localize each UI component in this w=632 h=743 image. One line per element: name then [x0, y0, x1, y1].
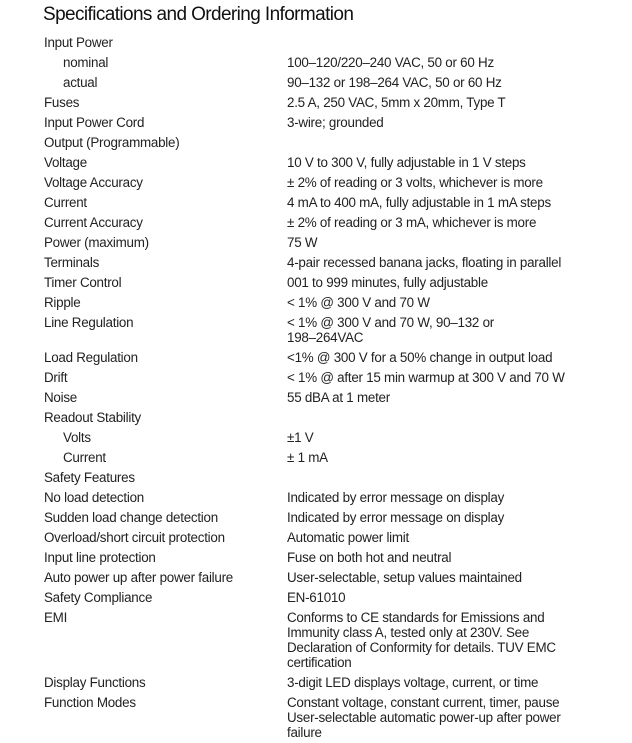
spec-row	[44, 588, 624, 608]
spec-row	[44, 173, 624, 193]
spec-label: EMI	[44, 610, 68, 625]
spec-row	[44, 253, 624, 273]
spec-row	[44, 528, 624, 548]
spec-value	[287, 135, 587, 150]
spec-label: Auto power up after power failure	[44, 570, 234, 585]
spec-label: Timer Control	[44, 275, 122, 290]
spec-label: Ripple	[44, 295, 81, 310]
spec-value: < 1% @ after 15 min warmup at 300 V and 70 W	[287, 370, 565, 385]
spec-label: No load detection	[44, 490, 144, 505]
spec-value: 100–120/220–240 VAC, 50 or 60 Hz	[287, 55, 494, 70]
spec-value: 4-pair recessed banana jacks, floating in parallel	[287, 255, 562, 270]
spec-value: ± 2% of reading or 3 volts, whichever is more	[287, 175, 543, 190]
spec-row	[44, 693, 624, 743]
spec-row	[44, 468, 624, 488]
spec-value: < 1% @ 300 V and 70 W, 90–132 or 198–264VAC	[287, 315, 494, 345]
spec-label: Sudden load change detection	[44, 510, 218, 525]
spec-value: 4 mA to 400 mA, fully adjustable in 1 mA steps	[287, 195, 551, 210]
spec-value	[287, 470, 587, 485]
spec-value: 75 W	[287, 235, 318, 250]
spec-label: Voltage Accuracy	[44, 175, 143, 190]
spec-value: 3-wire; grounded	[287, 115, 384, 130]
spec-label: Current	[44, 195, 87, 210]
spec-value: 3-digit LED displays voltage, current, or time	[287, 675, 539, 690]
spec-row	[44, 313, 624, 348]
spec-row	[44, 548, 624, 568]
spec-row	[44, 408, 624, 428]
spec-sublabel: nominal	[63, 55, 109, 70]
spec-label: Output (Programmable)	[44, 135, 180, 150]
spec-label: Safety Features	[44, 470, 135, 485]
spec-value: Indicated by error message on display	[287, 510, 505, 525]
spec-sublabel: Current	[63, 450, 106, 465]
spec-label: Voltage	[44, 155, 87, 170]
spec-label: Line Regulation	[44, 315, 134, 330]
spec-value: <1% @ 300 V for a 50% change in output load	[287, 350, 553, 365]
spec-label: Drift	[44, 370, 68, 385]
spec-row	[44, 73, 624, 93]
spec-label: Input line protection	[44, 550, 156, 565]
spec-label: Terminals	[44, 255, 100, 270]
spec-value: EN-61010	[287, 590, 346, 605]
spec-row	[44, 193, 624, 213]
page-title: Specifications and Ordering Information	[43, 4, 354, 25]
spec-label: Readout Stability	[44, 410, 141, 425]
spec-value: Indicated by error message on display	[287, 490, 505, 505]
spec-row	[44, 348, 624, 368]
spec-table	[44, 33, 624, 743]
spec-row	[44, 293, 624, 313]
spec-row	[44, 568, 624, 588]
spec-row	[44, 488, 624, 508]
spec-value: Automatic power limit	[287, 530, 410, 545]
spec-value: ± 2% of reading or 3 mA, whichever is more	[287, 215, 537, 230]
spec-label: Display Functions	[44, 675, 146, 690]
spec-sublabel: Volts	[63, 430, 91, 445]
spec-row	[44, 53, 624, 73]
spec-label: Fuses	[44, 95, 80, 110]
spec-label: Current Accuracy	[44, 215, 143, 230]
spec-sublabel: actual	[63, 75, 98, 90]
spec-value: 55 dBA at 1 meter	[287, 390, 390, 405]
spec-row	[44, 113, 624, 133]
spec-label: Overload/short circuit protection	[44, 530, 225, 545]
spec-value: 10 V to 300 V, fully adjustable in 1 V steps	[287, 155, 526, 170]
spec-value: 2.5 A, 250 VAC, 5mm x 20mm, Type T	[287, 95, 506, 110]
spec-row	[44, 508, 624, 528]
spec-value: Fuse on both hot and neutral	[287, 550, 452, 565]
spec-row	[44, 133, 624, 153]
spec-value: ± 1 mA	[287, 450, 328, 465]
spec-value: 90–132 or 198–264 VAC, 50 or 60 Hz	[287, 75, 502, 90]
spec-row	[44, 153, 624, 173]
spec-label: Safety Compliance	[44, 590, 153, 605]
spec-label: Function Modes	[44, 695, 136, 710]
spec-row	[44, 33, 624, 53]
spec-row	[44, 673, 624, 693]
spec-row	[44, 213, 624, 233]
spec-row	[44, 428, 624, 448]
spec-row	[44, 388, 624, 408]
spec-value: < 1% @ 300 V and 70 W	[287, 295, 430, 310]
spec-row	[44, 233, 624, 253]
spec-value: Constant voltage, constant current, timer, pause User-selectable automatic power-up after power failure	[287, 695, 561, 740]
spec-row	[44, 448, 624, 468]
spec-row	[44, 273, 624, 293]
spec-row	[44, 368, 624, 388]
spec-label: Input Power Cord	[44, 115, 145, 130]
spec-row	[44, 93, 624, 113]
spec-value: 001 to 999 minutes, fully adjustable	[287, 275, 488, 290]
spec-value	[287, 410, 587, 425]
spec-value: Conforms to CE standards for Emissions and Immunity class A, tested only at 230V. See Declaration of Conformity for details. TUV EMC certification	[287, 610, 556, 670]
spec-label: Load Regulation	[44, 350, 138, 365]
spec-row	[44, 608, 624, 673]
spec-label: Input Power	[44, 35, 113, 50]
spec-label: Noise	[44, 390, 77, 405]
spec-label: Power (maximum)	[44, 235, 149, 250]
spec-value: User-selectable, setup values maintained	[287, 570, 522, 585]
spec-value	[287, 35, 587, 50]
spec-value: ±1 V	[287, 430, 314, 445]
